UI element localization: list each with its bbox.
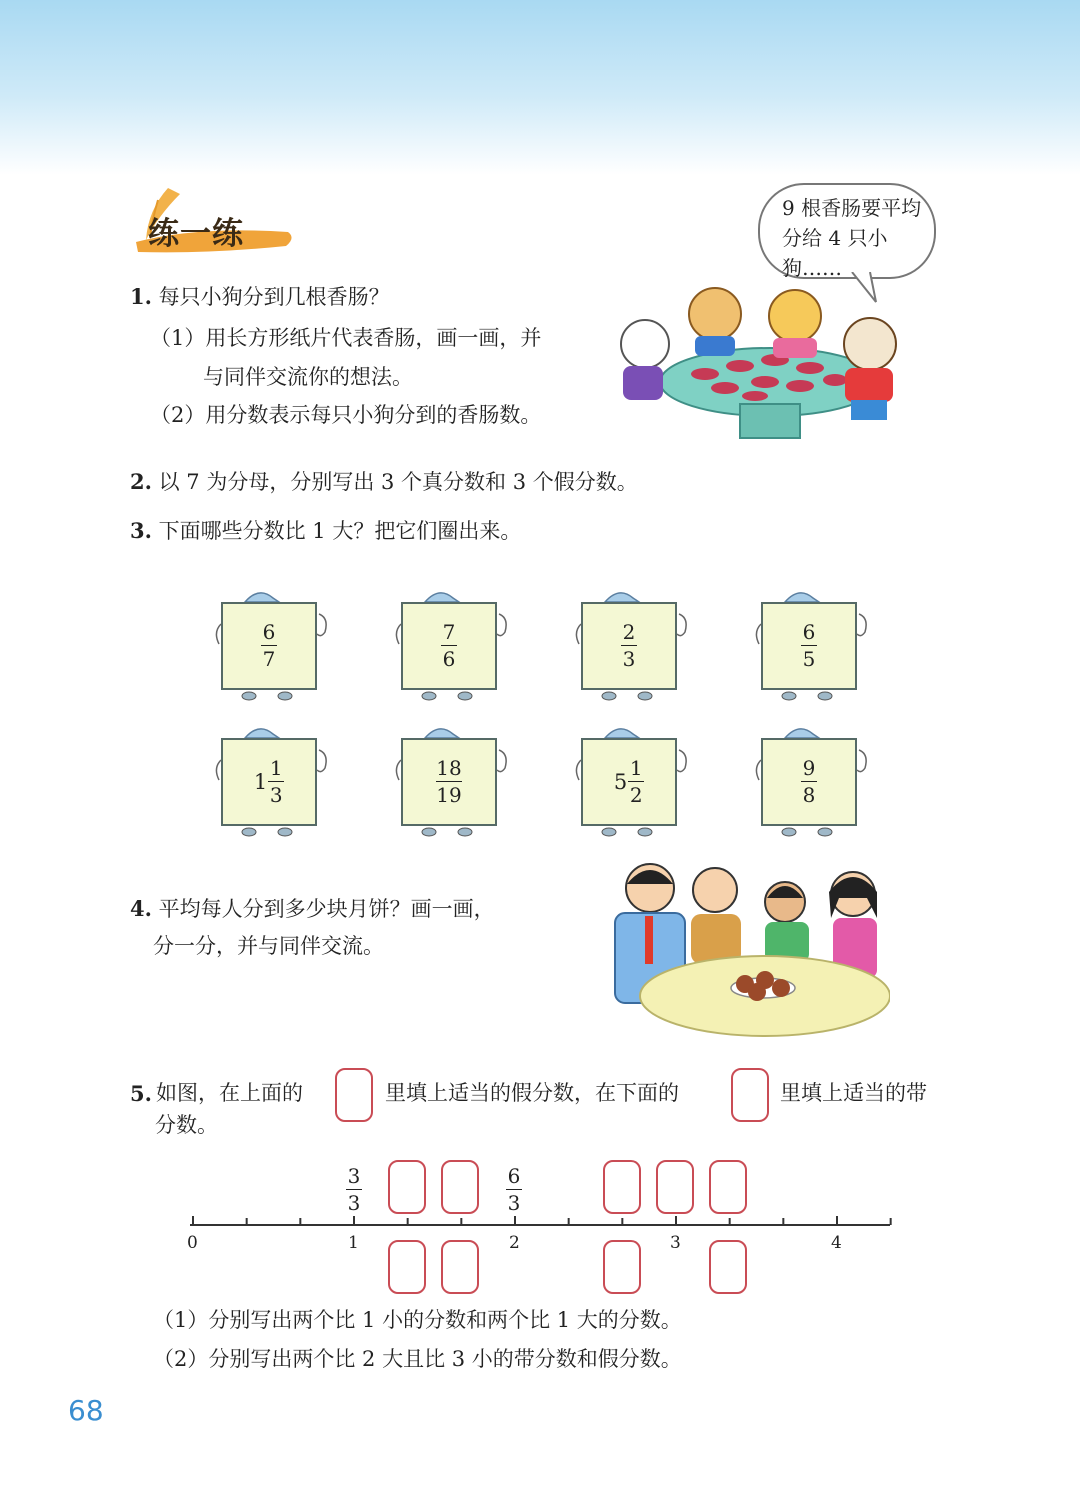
q3-line <box>130 517 521 545</box>
fraction-card[interactable] <box>581 738 677 826</box>
number-line-tick-label: 4 <box>831 1233 842 1253</box>
card-denominator: 8 <box>802 783 816 807</box>
card-fraction <box>621 622 637 669</box>
card-fraction <box>261 622 277 669</box>
card-whole-number: 5 <box>613 769 628 794</box>
label-top-1-numerator: 3 <box>347 1164 361 1188</box>
fraction-card[interactable] <box>401 602 497 690</box>
card-numerator: 1 <box>629 756 643 780</box>
legend-bottom-box <box>731 1068 769 1122</box>
card-fraction <box>801 758 817 805</box>
q1-sub1 <box>150 325 541 352</box>
card-fraction <box>436 758 461 805</box>
fraction-card[interactable] <box>761 738 857 826</box>
answer-box-bottom[interactable] <box>709 1240 747 1294</box>
q5-text-b: 里填上适当的假分数，在下面的 <box>385 1081 679 1105</box>
card-numerator: 6 <box>262 620 276 644</box>
q1-number: 1. <box>130 284 152 309</box>
sky-background <box>0 0 1080 175</box>
q2-text: 以 7 为分母，分别写出 3 个真分数和 3 个假分数。 <box>158 470 638 494</box>
answer-box-top[interactable] <box>656 1160 694 1214</box>
speech-bubble: 9 根香肠要平均分给 4 只小狗…… <box>758 183 936 279</box>
fraction-card[interactable] <box>581 602 677 690</box>
q1-line <box>130 283 390 311</box>
card-denominator: 7 <box>262 647 276 671</box>
q2-number: 2. <box>130 469 152 494</box>
card-denominator: 3 <box>269 783 283 807</box>
q5-sub2: （2）分别写出两个比 2 大且比 3 小的带分数和假分数。 <box>153 1347 682 1371</box>
card-fraction <box>441 622 457 669</box>
card-denominator: 2 <box>629 783 643 807</box>
q1-sub1-line2: 与同伴交流你的想法。 <box>203 365 413 389</box>
fraction-card[interactable] <box>221 738 317 826</box>
answer-box-bottom[interactable] <box>441 1240 479 1294</box>
fraction-card[interactable] <box>761 602 857 690</box>
number-line-tick-label: 0 <box>187 1233 198 1253</box>
q4-text-line1: 平均每人分到多少块月饼？画一画， <box>158 897 495 921</box>
answer-box-bottom[interactable] <box>388 1240 426 1294</box>
number-line-tick-label: 1 <box>348 1233 359 1253</box>
answer-box-top[interactable] <box>603 1160 641 1214</box>
card-denominator: 5 <box>802 647 816 671</box>
q1-sub2 <box>150 402 541 429</box>
page-number: 68 <box>68 1394 104 1427</box>
card-numerator: 6 <box>802 620 816 644</box>
fraction-card[interactable] <box>401 738 497 826</box>
card-numerator: 1 <box>269 756 283 780</box>
q5-number-text: 5. <box>130 1081 152 1106</box>
label-top-2-numerator: 6 <box>507 1164 521 1188</box>
q5-text-c: 里填上适当的带 <box>780 1081 927 1105</box>
q1-sub1-label: （1） <box>150 326 206 350</box>
fraction-card[interactable] <box>221 602 317 690</box>
answer-box-bottom[interactable] <box>603 1240 641 1294</box>
card-numerator: 18 <box>436 756 462 780</box>
card-numerator: 9 <box>802 756 816 780</box>
card-fraction <box>268 758 284 805</box>
card-numerator: 2 <box>622 620 636 644</box>
answer-box-top[interactable] <box>388 1160 426 1214</box>
number-line-tick-label: 2 <box>509 1233 520 1253</box>
family-mooncake-illustration <box>605 858 890 1043</box>
card-denominator: 6 <box>442 647 456 671</box>
dogs-table-illustration <box>605 282 925 447</box>
label-top-3-3 <box>340 1166 368 1213</box>
card-fraction <box>801 622 817 669</box>
q5-number <box>130 1080 152 1108</box>
q3-text: 下面哪些分数比 1 大？把它们圈出来。 <box>158 519 522 543</box>
number-line-tick-label: 3 <box>670 1233 681 1253</box>
card-denominator: 3 <box>622 647 636 671</box>
card-whole-number: 1 <box>253 769 268 794</box>
label-top-1-denominator: 3 <box>347 1191 361 1215</box>
q5-text-d: 分数。 <box>155 1113 218 1137</box>
section-title: 练一练 <box>148 216 244 252</box>
section-header <box>128 180 298 260</box>
q4-line1 <box>130 895 495 923</box>
q5-text-a: 如图，在上面的 <box>156 1081 303 1105</box>
q1-text: 每只小狗分到几根香肠？ <box>158 285 390 309</box>
q1-sub1-line1: 用长方形纸片代表香肠，画一画，并 <box>205 326 542 350</box>
answer-box-top[interactable] <box>441 1160 479 1214</box>
legend-top-box <box>335 1068 373 1122</box>
q4-line2: 分一分，并与同伴交流。 <box>153 934 384 958</box>
q5-sub1: （1）分别写出两个比 1 小的分数和两个比 1 大的分数。 <box>153 1308 682 1332</box>
card-denominator: 19 <box>436 783 462 807</box>
label-top-6-3 <box>500 1166 528 1213</box>
q3-number: 3. <box>130 518 152 543</box>
label-top-2-denominator: 3 <box>507 1191 521 1215</box>
card-fraction <box>628 758 644 805</box>
q4-number: 4. <box>130 896 152 921</box>
q1-sub2-label: （2） <box>150 403 206 427</box>
card-numerator: 7 <box>442 620 456 644</box>
number-line <box>0 1150 1080 1300</box>
answer-box-top[interactable] <box>709 1160 747 1214</box>
q2-line <box>130 468 638 496</box>
q1-sub2-text: 用分数表示每只小狗分到的香肠数。 <box>205 403 542 427</box>
